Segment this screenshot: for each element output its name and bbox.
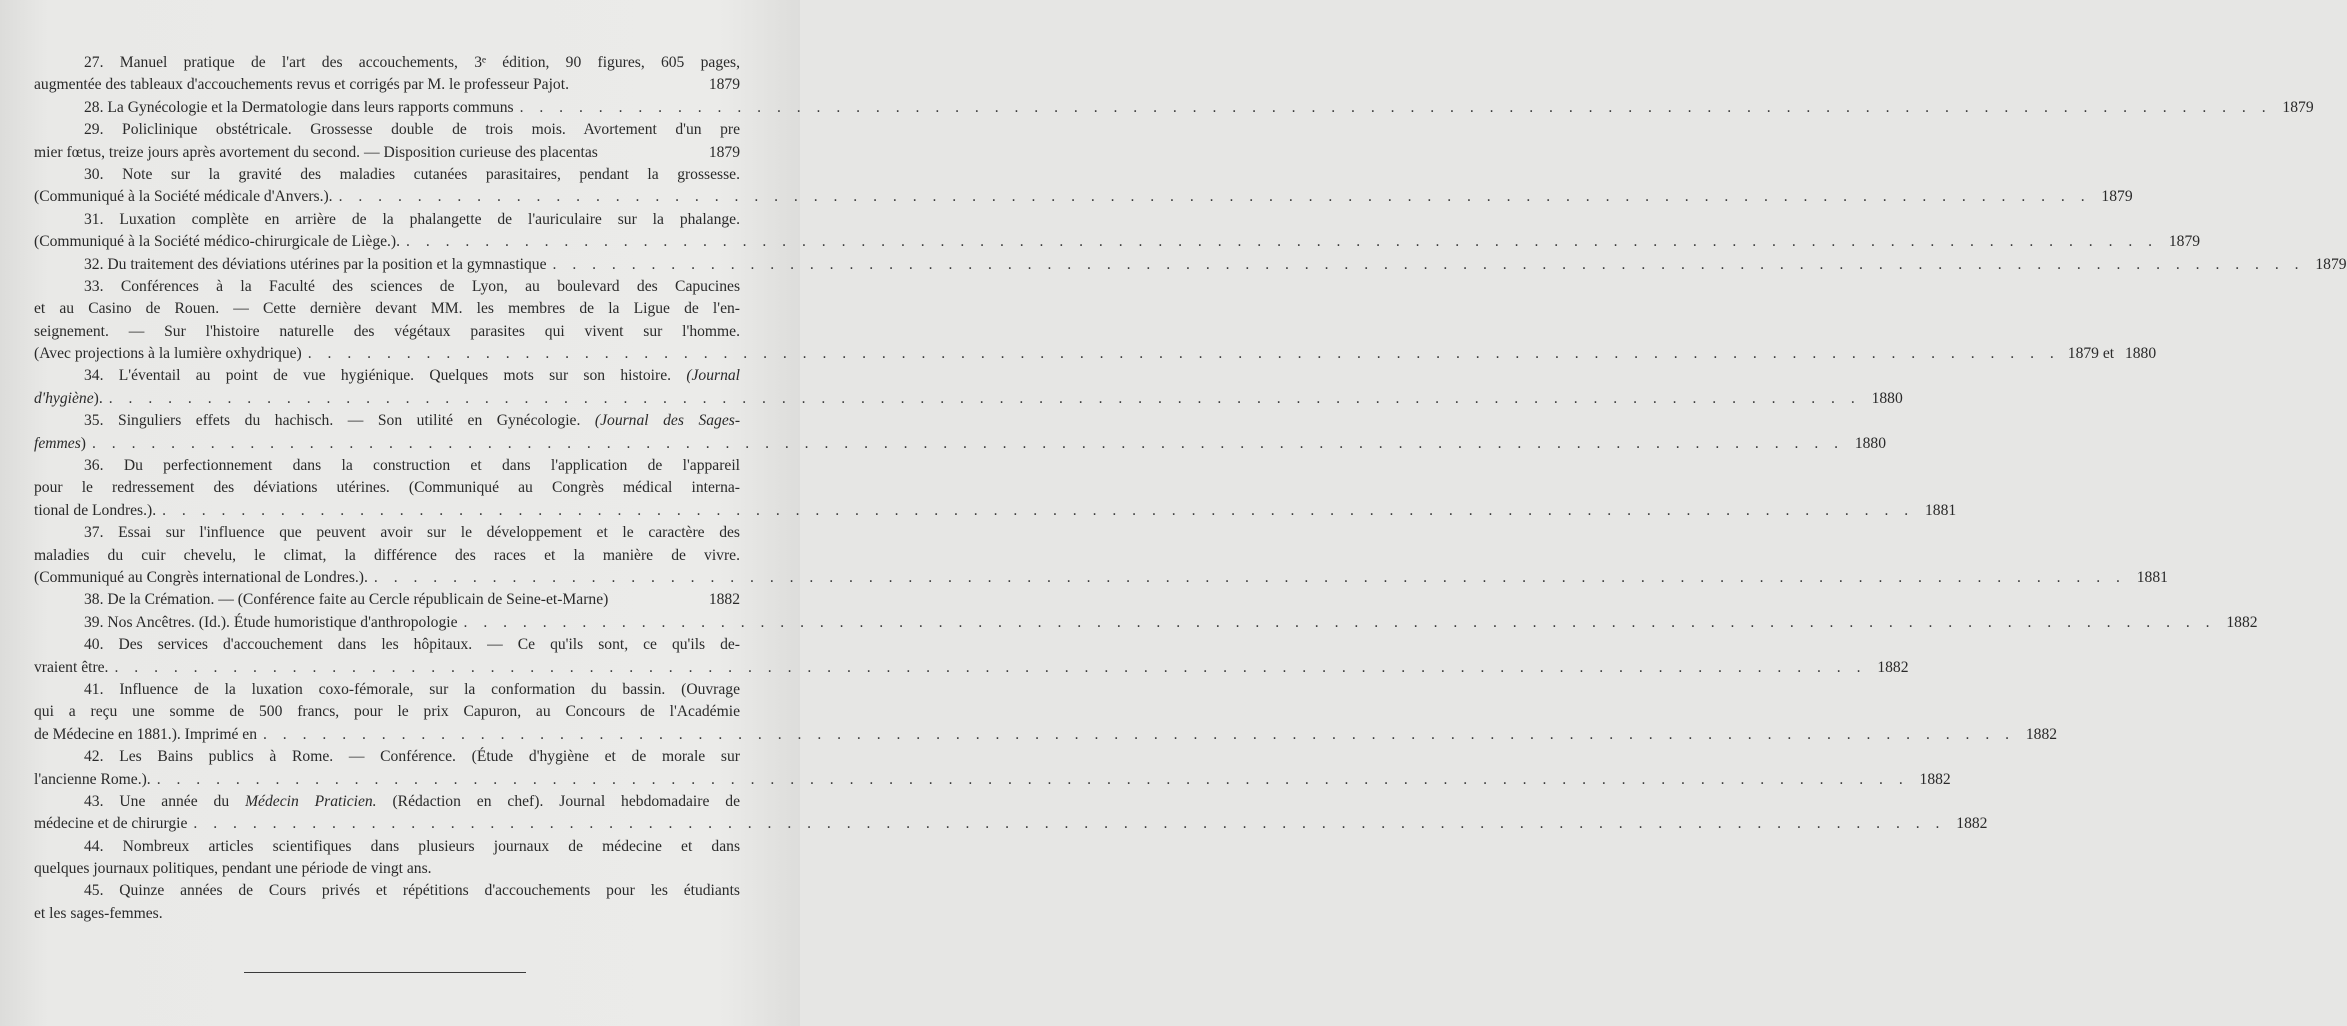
entry-number: 39.	[84, 613, 108, 631]
entry-year: 1879	[708, 143, 740, 161]
entry-text	[34, 477, 740, 499]
entry-year: 1879	[2168, 233, 2201, 251]
bibliography-entry	[34, 455, 1957, 522]
leader-dots	[547, 254, 2305, 276]
entry-text	[84, 791, 740, 813]
bibliography-entry	[34, 880, 740, 925]
bibliography-entry	[34, 97, 2314, 119]
entry-text	[84, 589, 608, 611]
entry-line	[34, 388, 1903, 410]
leader-dots	[108, 657, 1866, 679]
entry-text	[34, 858, 432, 880]
entry-line	[34, 164, 740, 186]
entry-line	[34, 209, 740, 231]
entry-line	[34, 545, 740, 567]
entry-text	[34, 903, 163, 925]
entry-line	[34, 276, 740, 298]
entry-body: Des services d'accouchement dans les hôpitaux. — Ce qu'ils sont, ce qu'ils de-	[118, 636, 741, 654]
entry-italic: femmes	[34, 434, 81, 452]
entry-line	[34, 589, 740, 611]
entry-line	[34, 701, 740, 723]
entry-line	[34, 477, 740, 499]
entry-number: 41.	[84, 680, 120, 698]
entry-text	[34, 186, 333, 208]
entry-number: 43.	[84, 792, 120, 810]
bibliography-entry	[34, 634, 1909, 679]
entry-text	[84, 455, 740, 477]
entry-text	[84, 880, 740, 902]
entry-body: quelques journaux politiques, pendant une période de vingt ans.	[34, 860, 432, 878]
entry-line	[34, 679, 740, 701]
entry-number: 30.	[84, 165, 123, 183]
entry-body: et au Casino de Rouen. — Cette dernière devant MM. les membres de la Ligue de l'en-	[34, 300, 740, 318]
entry-year: 1880	[1871, 389, 1903, 407]
bibliography-entry	[34, 746, 1951, 791]
bibliography-entry	[34, 589, 740, 611]
entry-number: 32.	[84, 255, 108, 273]
entry-year: 1881	[1924, 501, 1957, 519]
entry-italic: (Journal	[686, 367, 741, 385]
entry-line	[34, 858, 740, 880]
entry-line	[34, 254, 2347, 276]
entry-body: qui a reçu une somme de 500 francs, pour le prix Capuron, au Concours de l'Académie	[34, 703, 740, 721]
entry-text	[34, 298, 740, 320]
entry-text	[84, 522, 740, 544]
entry-text	[34, 813, 187, 835]
entry-body: Nos Ancêtres. (Id.). Étude humoristique d'anthropologie	[107, 613, 458, 631]
entry-line	[34, 612, 2258, 634]
closing-rule	[244, 972, 526, 973]
entry-body: De la Crémation. — (Conférence faite au Cercle républicain de Seine-et-Marne)	[107, 591, 609, 609]
entry-body: Manuel pratique de l'art des accouchements, 3ᵉ édition, 90 figures, 605 pages,	[119, 54, 741, 71]
leader-dots	[333, 186, 2091, 208]
entry-body: Les Bains publics à Rome. — Conférence. (Étude d'hygiène et de morale sur	[119, 748, 740, 766]
entry-body: maladies du cuir chevelu, le climat, la différence des races et la manière de vivre.	[34, 546, 740, 564]
entry-line	[34, 142, 740, 164]
entry-text	[84, 97, 514, 119]
entry-text	[34, 231, 400, 253]
entry-year: 1879	[708, 76, 740, 94]
entry-body: seignement. — Sur l'histoire naturelle des végétaux parasites qui vivent sur l'homme.	[34, 322, 740, 340]
entry-year: 1882	[2025, 725, 2058, 743]
entry-body: tional de Londres.).	[34, 501, 157, 519]
entry-text	[84, 836, 740, 858]
entry-line	[34, 231, 2201, 253]
entry-body: Essai sur l'influence que peuvent avoir sur le développement et le caractère des	[118, 524, 740, 542]
entry-year: 1879	[2101, 188, 2133, 206]
entry-text	[84, 254, 547, 276]
entry-line	[34, 903, 740, 925]
entry-body: Influence de la luxation coxo-fémorale, sur la conformation du bassin. (Ouvrage	[119, 680, 741, 698]
entry-line	[34, 657, 1909, 679]
leader-dots	[302, 343, 2060, 365]
leader-dots	[151, 769, 1909, 791]
entry-body: médecine et de chirurgie	[34, 815, 188, 833]
entry-line	[34, 836, 740, 858]
entry-text	[84, 612, 458, 634]
entry-body: Luxation complète en arrière de la phalangette de l'auriculaire sur la phalange.	[119, 210, 741, 228]
entry-number: 42.	[84, 748, 120, 766]
entry-line	[34, 746, 740, 768]
entry-line	[34, 365, 740, 387]
bibliography-entry	[34, 836, 740, 881]
bibliography-entry	[34, 164, 2133, 209]
entry-body: augmentée des tableaux d'accouchements revus et corrigés par M. le professeur Pajot.	[34, 76, 569, 94]
entry-body: (Rédaction en chef). Journal hebdomadaire de	[392, 792, 741, 810]
entry-line	[34, 522, 740, 544]
entry-body: Policlinique obstétricale. Grossesse double de trois mois. Avortement d'un pre	[122, 121, 740, 139]
leader-dots	[368, 567, 2126, 589]
entry-italic: (Journal des Sages-	[594, 412, 741, 430]
entry-number: 35.	[84, 412, 119, 430]
entry-number: 45.	[84, 882, 120, 900]
entry-number: 31.	[84, 210, 120, 228]
entry-body: La Gynécologie et la Dermatologie dans leurs rapports communs	[107, 98, 514, 116]
leader-dots	[400, 231, 2158, 253]
entry-body: et les sages-femmes.	[34, 904, 163, 922]
entry-number: 37.	[84, 524, 119, 542]
entry-body: mier fœtus, treize jours après avortement du second. — Disposition curieuse des placentas	[34, 143, 598, 161]
entry-text	[84, 276, 740, 298]
entry-year: 1882	[1919, 770, 1951, 788]
leader-dots	[103, 388, 1861, 410]
entry-line	[34, 119, 740, 141]
entry-line	[34, 791, 740, 813]
entry-line	[34, 74, 740, 96]
entry-number: 44.	[84, 837, 123, 855]
entry-text	[34, 343, 302, 365]
entry-line	[34, 567, 2168, 589]
entry-number: 29.	[84, 121, 123, 139]
entry-text	[84, 52, 740, 74]
bibliography-entry	[34, 612, 2258, 634]
entry-line	[34, 769, 1951, 791]
entry-number: 28.	[84, 98, 108, 116]
entry-text	[34, 769, 151, 791]
leader-dots	[187, 813, 1945, 835]
entry-body: )	[80, 434, 86, 452]
entry-line	[34, 298, 740, 320]
entry-number: 27.	[84, 54, 120, 71]
entry-year: 1882	[708, 591, 740, 609]
entry-body: (Communiqué au Congrès international de Londres.).	[34, 568, 368, 586]
entry-line	[34, 500, 1957, 522]
entry-text	[34, 724, 257, 746]
bibliography-entry	[34, 679, 2058, 746]
bibliography-list	[34, 52, 2347, 925]
entry-body: Quinze années de Cours privés et répétitions d'accouchements pour les étudiants	[119, 882, 740, 900]
entry-line	[34, 321, 740, 343]
entry-text	[84, 679, 740, 701]
entry-italic: d'hygiène	[34, 389, 94, 407]
bibliography-entry	[34, 522, 2168, 589]
entry-year: 1882	[1956, 815, 1988, 833]
entry-body: Du perfectionnement dans la construction et dans l'application de l'appareil	[123, 457, 741, 475]
entry-number: 33.	[84, 277, 121, 295]
entry-line	[34, 410, 740, 432]
entry-line	[34, 343, 2157, 365]
entry-text	[34, 500, 156, 522]
entry-line	[34, 433, 1887, 455]
bibliography-entry	[34, 119, 740, 164]
entry-text	[34, 657, 108, 679]
entry-year: 1880	[2124, 345, 2157, 363]
entry-year: 1880	[1854, 434, 1887, 452]
entry-line	[34, 97, 2314, 119]
entry-line	[34, 880, 740, 902]
entry-body: pour le redressement des déviations utérines. (Communiqué au Congrès médical interna-	[34, 479, 740, 497]
entry-text	[84, 410, 740, 432]
entry-number: 36.	[84, 457, 124, 475]
entry-body: (Communiqué à la Société médicale d'Anvers.).	[34, 188, 333, 206]
entry-line	[34, 455, 740, 477]
entry-text	[34, 701, 740, 723]
entry-text	[34, 388, 103, 410]
entry-text	[84, 209, 740, 231]
entry-text	[34, 545, 740, 567]
entry-text	[84, 365, 740, 387]
entry-body: Du traitement des déviations utérines par la position et la gymnastique	[107, 255, 547, 273]
entry-text	[34, 433, 86, 455]
entry-line	[34, 634, 740, 656]
entry-year-range: 1879 et	[2067, 345, 2115, 363]
entry-number: 38.	[84, 591, 108, 609]
entry-line	[34, 52, 740, 74]
entry-text	[84, 119, 740, 141]
leader-dots	[514, 97, 2272, 119]
entry-text	[34, 142, 598, 164]
entry-body: l'ancienne Rome.).	[34, 770, 151, 788]
entry-year: 1882	[2226, 613, 2258, 631]
entry-body: de Médecine en 1881.). Imprimé en	[34, 725, 257, 743]
leader-dots	[86, 433, 1844, 455]
entry-year: 1879	[2282, 98, 2314, 116]
entry-body: ).	[93, 389, 103, 407]
entry-number: 40.	[84, 636, 119, 654]
leader-dots	[156, 500, 1914, 522]
entry-text	[84, 634, 740, 656]
leader-dots	[458, 612, 2216, 634]
bibliography-entry	[34, 791, 1988, 836]
entry-body: Singuliers effets du hachisch. — Son utilité en Gynécologie.	[118, 412, 581, 430]
entry-year: 1881	[2136, 568, 2168, 586]
bibliography-entry	[34, 276, 2157, 366]
entry-body: Nombreux articles scientifiques dans plusieurs journaux de médecine et dans	[122, 837, 741, 855]
bibliography-entry	[34, 254, 2347, 276]
entry-body: Conférences à la Faculté des sciences de Lyon, au boulevard des Capucines	[120, 277, 741, 295]
entry-text	[84, 746, 740, 768]
entry-body: L'éventail au point de vue hygiénique. Quelques mots sur son histoire.	[118, 367, 672, 385]
entry-line	[34, 186, 2133, 208]
entry-line	[34, 813, 1988, 835]
entry-body: (Communiqué à la Société médico-chirurgicale de Liège.).	[34, 233, 401, 251]
bibliography-entry	[34, 365, 1903, 410]
entry-year: 1882	[1877, 658, 1909, 676]
leader-dots	[257, 724, 2015, 746]
bibliography-entry	[34, 410, 1887, 455]
entry-body: Une année du	[119, 792, 230, 810]
bibliography-entry	[34, 52, 740, 97]
bibliography-entry	[34, 209, 2201, 254]
entry-text	[34, 321, 740, 343]
entry-body: vraient être.	[34, 658, 109, 676]
entry-text	[34, 567, 368, 589]
entry-body: Note sur la gravité des maladies cutanées parasitaires, pendant la grossesse.	[122, 165, 740, 183]
entry-line	[34, 724, 2058, 746]
entry-text	[84, 164, 740, 186]
entry-italic: Médecin Praticien.	[245, 792, 377, 810]
entry-body: (Avec projections à la lumière oxhydrique)	[34, 345, 302, 363]
entry-text	[34, 74, 569, 96]
entry-year: 1879	[2315, 255, 2347, 273]
entry-number: 34.	[84, 367, 119, 385]
